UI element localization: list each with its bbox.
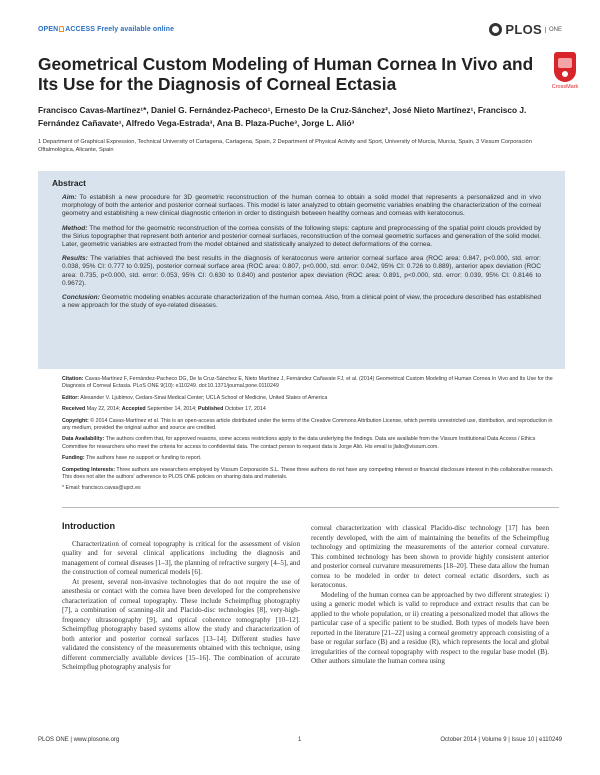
copyright [62, 418, 559, 433]
access-label: ACCESS [65, 26, 96, 33]
body-column-left [62, 522, 300, 673]
page-footer [38, 737, 562, 747]
author-list: Francisco Cavas-Martínez¹*, Daniel G. Fernández-Pacheco¹, Ernesto De la Cruz-Sánchez², José Nieto Martínez¹, Francisco J. Fernández Cañavate¹, Alfredo Vega-Estrada³, Ana B. Plaza-Puche³, Jorge L. Alió³ [38, 105, 527, 128]
plos-wordmark: PLOS [505, 22, 542, 37]
abstract-box [38, 171, 565, 369]
accepted-label: Accepted [121, 406, 146, 413]
dates [62, 406, 559, 413]
received-date: May 22, 2014; [85, 406, 122, 413]
intro-paragraph-1: Characterization of corneal topography is critical for the assessment of vision quality and for several clinical applications including the diagnosis and management of corneal diseases [1–3], the planning of refractive surgery [4–5], and the construction of corneal numerical models [6]. [62, 539, 301, 576]
crossmark-label: CrossMark [551, 84, 579, 90]
competing-interests [62, 467, 559, 482]
page-number: 1 [298, 737, 302, 743]
published-date: October 17, 2014 [223, 406, 266, 413]
article-title: Geometrical Custom Modeling of Human Cornea In Vivo and Its Use for the Diagnosis of Corneal Ectasia [38, 54, 534, 94]
abstract-conclusion [62, 294, 541, 310]
footer-journal[interactable]: PLOS ONE | www.plosone.org [38, 737, 120, 743]
results-text: The variables that achieved the best results in the diagnosis of keratoconus were anterior corneal surface area (ROC area: 0.847, p<0.000, std. error: 0.038, 95% CI: 0.777 to 0.925), posterior corneal surface area (ROC area: 0.807, p<0.000, std. error: 0.042, 95% CI: 0.726 to 0.889), anterior apex deviation (ROC area: 0.735, p<0.000, std. error: 0.053, 95% CI: 0.630 to 0.840) and posterior apex deviation (ROC area: 0.891, p<0.000, std. error: 0.039, 95% CI: 0.8146 to 0.9672). [62, 255, 541, 287]
section-divider [62, 507, 559, 508]
abstract-aim [62, 194, 541, 219]
conclusion-text: Geometric modeling enables accurate characterization of the human cornea. Also, from a clinical point of view, the procedure described has established a new approach for the study of eye-related diseases. [62, 294, 541, 310]
results-label: Results: [62, 255, 88, 263]
method-label: Method: [62, 224, 88, 232]
competing-text: Three authors are researchers employed by Vissum Corporación S.L. These three authors do not have any competing interest or financial disclosure interest in this collaborative research. This does not alter the authors' adherence to PLOS ONE policies on sharing data and materials. [62, 466, 554, 481]
crossmark-icon [554, 52, 576, 82]
footer-issue: October 2014 | Volume 9 | Issue 10 | e110249 [440, 737, 562, 743]
journal-header [38, 22, 562, 40]
accepted-date: September 14, 2014; [145, 406, 199, 413]
funding-text: The authors have no support or funding to report. [84, 455, 202, 462]
data-availability-text: The authors confirm that, for approved reasons, some access restrictions apply to the data underlying the findings. Data are available from the Vissum Institutional Data Access / Ethics Committee for researchers who meet the criteria for access to confidential data. The contact person to request data is Jorge Alió. His email is jlalio@vissum.com. [62, 436, 536, 450]
citation-text[interactable]: Cavas-Martínez F, Fernández-Pacheco DG, De la Cruz-Sánchez E, Nieto Martínez J, Fernández Cañavate FJ, et al. (2014) Geometrical Custom Modeling of Human Cornea In Vivo and Its Use for the Diagnosis of Corneal Ectasia. PLoS ONE 9(10): e110249. doi:10.1371/journal.pone.0110249 [62, 376, 553, 390]
aim-label: Aim: [62, 194, 77, 201]
freely-available-label: Freely available online [97, 26, 175, 33]
funding [62, 455, 559, 462]
open-access-lock-icon [59, 26, 64, 32]
intro-paragraph-2: At present, several non-invasive technologies that do not require the use of anesthesia or contact with the cornea have been developed for the comprehensive characterization of corneal topography. These include Scheimpflug photography [7], a combination of scanning-slit and Placido-disc technologies [8], very-high-frequency ultrasonography [9], and optical coherence tomography [10–12]. Scheimpflug photography based systems allow the study and characterization of both anterior and posterior corneal surfaces [13–14]. Different studies have validated the consistency of the measurements obtained with this technique, using different commercially available devices [15–16]. The combination of accurate Scheimpflug photography analysis for [62, 577, 300, 671]
abstract-method [62, 225, 541, 250]
published-label: Published [198, 406, 224, 413]
open-access-label [38, 26, 174, 33]
method-text: The method for the geometric reconstruction of the cornea consists of the following steps: capture and preprocessing of the spatial point clouds provided by the Sirius topographer that represent both anterior and posterior corneal surfaces, reconstruction of the corneal geometric surfaces and generation of the solid model. Later, geometric variables are extracted from the model obtained and statistically analyzed to detect deformations of the cornea. [62, 224, 541, 249]
data-availability [62, 436, 559, 451]
corresponding-email[interactable]: * Email: francisco.cavas@upct.es [62, 485, 141, 492]
editor-text: Alexander V. Ljubimov, Cedars-Sinai Medical Center; UCLA School of Medicine, United States of America [79, 394, 328, 401]
intro-paragraph-4: Modeling of the human cornea can be approached by two different strategies: i) using a generic model which is valid to reproduce and extract results that can be applied to the whole population, or ii) creating a personalized model that allows the particular case of a specific patient to be studied. Both types of models have been reported in the literature [21–22] using a corneal geometry approach consisting of a base or regular surface (B) and a residue (R), which represents the local and global irregularities of the corneal topography with respect to the regular base model (B). Other authors simulate the human cornea using [311, 590, 549, 665]
copyright-label: Copyright: [62, 417, 89, 424]
abstract-results [62, 255, 541, 288]
funding-label: Funding: [62, 455, 85, 462]
citation-label: Citation: [62, 376, 84, 382]
article-metadata [62, 376, 559, 497]
editor-label: Editor: [62, 394, 80, 401]
plos-one-logo[interactable] [489, 22, 562, 37]
one-wordmark: ONE [545, 27, 562, 33]
aim-text: To establish a new procedure for 3D geometric reconstruction of the human cornea to obtain a solid model that represents a personalized and in vivo morphology of both the anterior and posterior corneal surfaces. This model is later analyzed to obtain geometric variables enabling the characterization of the corneal geometry and establishing a new clinical diagnostic criterion in order to distinguish between healthy corneas and corneas with keratoconus. [62, 194, 541, 218]
data-availability-label: Data Availability: [62, 436, 105, 443]
citation [62, 376, 559, 391]
editor [62, 395, 559, 402]
intro-paragraph-3: corneal characterization with classical Placido-disc technology [17] has been recently developed, with the aim of maintaining the benefits of the Scheimpflug technology and optimizing the measurements of the anterior corneal curvature. This combined technology has been shown to provide highly consistent anterior and posterior corneal curvature measurements [18–20]. These data allow the human cornea to be modeled in order to detect corneal ectatic disorders, such as keratoconus. [311, 524, 550, 589]
crossmark-badge[interactable] [547, 52, 583, 104]
received-label: Received [62, 406, 86, 413]
open-label: OPEN [38, 26, 59, 33]
copyright-text: © 2014 Cavas-Martínez et al. This is an open-access article distributed under the terms of the Creative Commons Attribution License, which permits unrestricted use, distribution, and reproduction in any medium, provided the original author and source are credited. [62, 417, 553, 432]
body-column-right [311, 524, 549, 667]
introduction-heading: Introduction [62, 521, 116, 531]
plos-logo-icon [489, 23, 502, 36]
abstract-heading: Abstract [52, 178, 86, 188]
competing-label: Competing Interests: [62, 466, 115, 473]
affiliations: 1 Department of Graphical Expression, Technical University of Cartagena, Cartagena, Spain, 2 Department of Physical Activity and Sport, University of Murcia, Murcia, Spain, 3 Vissum Corporación Oftalmológica, Alicante, Spain [38, 139, 532, 154]
conclusion-label: Conclusion: [62, 294, 100, 302]
